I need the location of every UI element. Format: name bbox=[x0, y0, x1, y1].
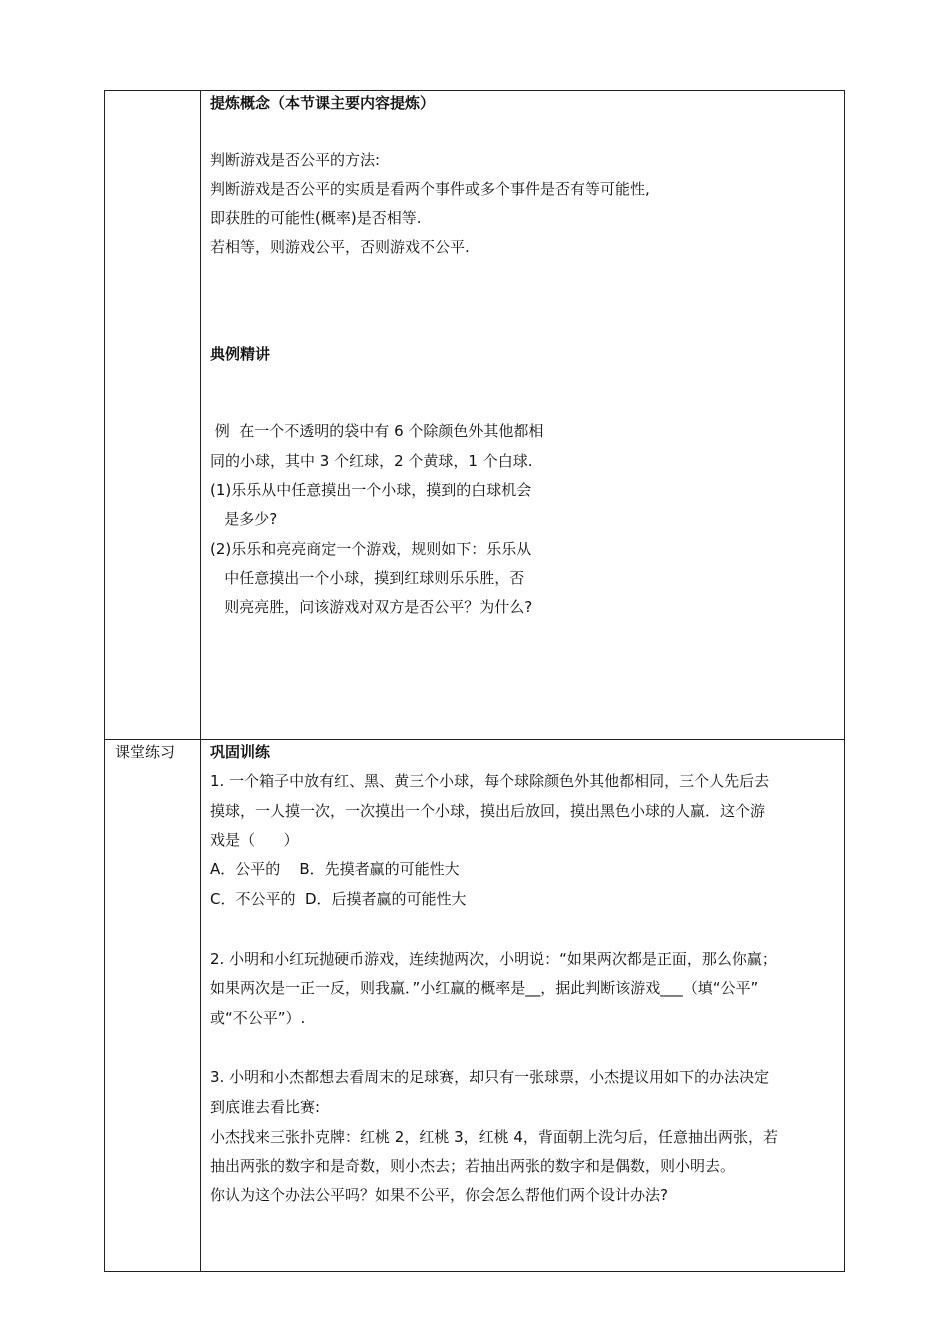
q1-line: 1. 一个箱子中放有红、黑、黄三个小球，每个球除颜色外其他都相同，三个人先后去 bbox=[210, 772, 770, 790]
row-divider bbox=[105, 739, 844, 740]
concept-line: 若相等，则游戏公平，否则游戏不公平. bbox=[210, 238, 470, 256]
practice-heading: 巩固训练 bbox=[210, 743, 271, 761]
concept-line: 即获胜的可能性(概率)是否相等. bbox=[210, 209, 422, 227]
concept-line: 判断游戏是否公平的实质是看两个事件或多个事件是否有等可能性, bbox=[210, 180, 650, 198]
concept-line: 判断游戏是否公平的方法: bbox=[210, 151, 381, 169]
q3-line: 你认为这个办法公平吗？如果不公平，你会怎么帮他们两个设计办法? bbox=[210, 1186, 668, 1204]
example-heading: 典例精讲 bbox=[210, 345, 271, 363]
practice-label: 课堂练习 bbox=[115, 743, 176, 761]
q1-line: 戏是（ ） bbox=[210, 831, 299, 849]
q1-option-line: C．不公平的 D．后摸者赢的可能性大 bbox=[210, 890, 467, 908]
example-line: 同的小球，其中 3 个红球，2 个黄球，1 个白球. bbox=[210, 452, 533, 470]
q1-line: 摸球，一人摸一次，一次摸出一个小球，摸出后放回，摸出黑色小球的人赢．这个游 bbox=[210, 802, 766, 820]
example-line: (2)乐乐和亮亮商定一个游戏，规则如下：乐乐从 bbox=[210, 540, 532, 558]
lesson-table bbox=[104, 90, 845, 1272]
concept-heading: 提炼概念（本节课主要内容提炼） bbox=[210, 94, 436, 112]
q2-line: 2. 小明和小红玩抛硬币游戏，连续抛两次，小明说：“如果两次都是正面，那么你赢； bbox=[210, 950, 777, 968]
column-divider bbox=[200, 91, 201, 1271]
q2-line: 或“不公平”）. bbox=[210, 1009, 306, 1027]
example-line: 是多少? bbox=[210, 510, 278, 528]
example-line: 例 在一个不透明的袋中有 6 个除颜色外其他都相 bbox=[210, 422, 544, 440]
q3-line: 小杰找来三张扑克牌：红桃 2，红桃 3，红桃 4，背面朝上洗匀后，任意抽出两张，若 bbox=[210, 1128, 778, 1146]
example-line: 则亮亮胜，问该游戏对双方是否公平？为什么? bbox=[210, 598, 533, 616]
q3-line: 到底谁去看比赛: bbox=[210, 1098, 321, 1116]
q3-line: 3. 小明和小杰都想去看周末的足球赛，却只有一张球票，小杰提议用如下的办法决定 bbox=[210, 1068, 770, 1086]
q1-option-line: A．公平的 B．先摸者赢的可能性大 bbox=[210, 860, 460, 878]
example-line: (1)乐乐从中任意摸出一个小球，摸到的白球机会 bbox=[210, 481, 532, 499]
q3-line: 抽出两张的数字和是奇数，则小杰去；若抽出两张的数字和是偶数，则小明去。 bbox=[210, 1157, 736, 1175]
q2-line: 如果两次是一正一反，则我赢．”小红赢的概率是__，据此判断该游戏___（填“公平” bbox=[210, 979, 759, 997]
example-line: 中任意摸出一个小球，摸到红球则乐乐胜，否 bbox=[210, 569, 525, 587]
